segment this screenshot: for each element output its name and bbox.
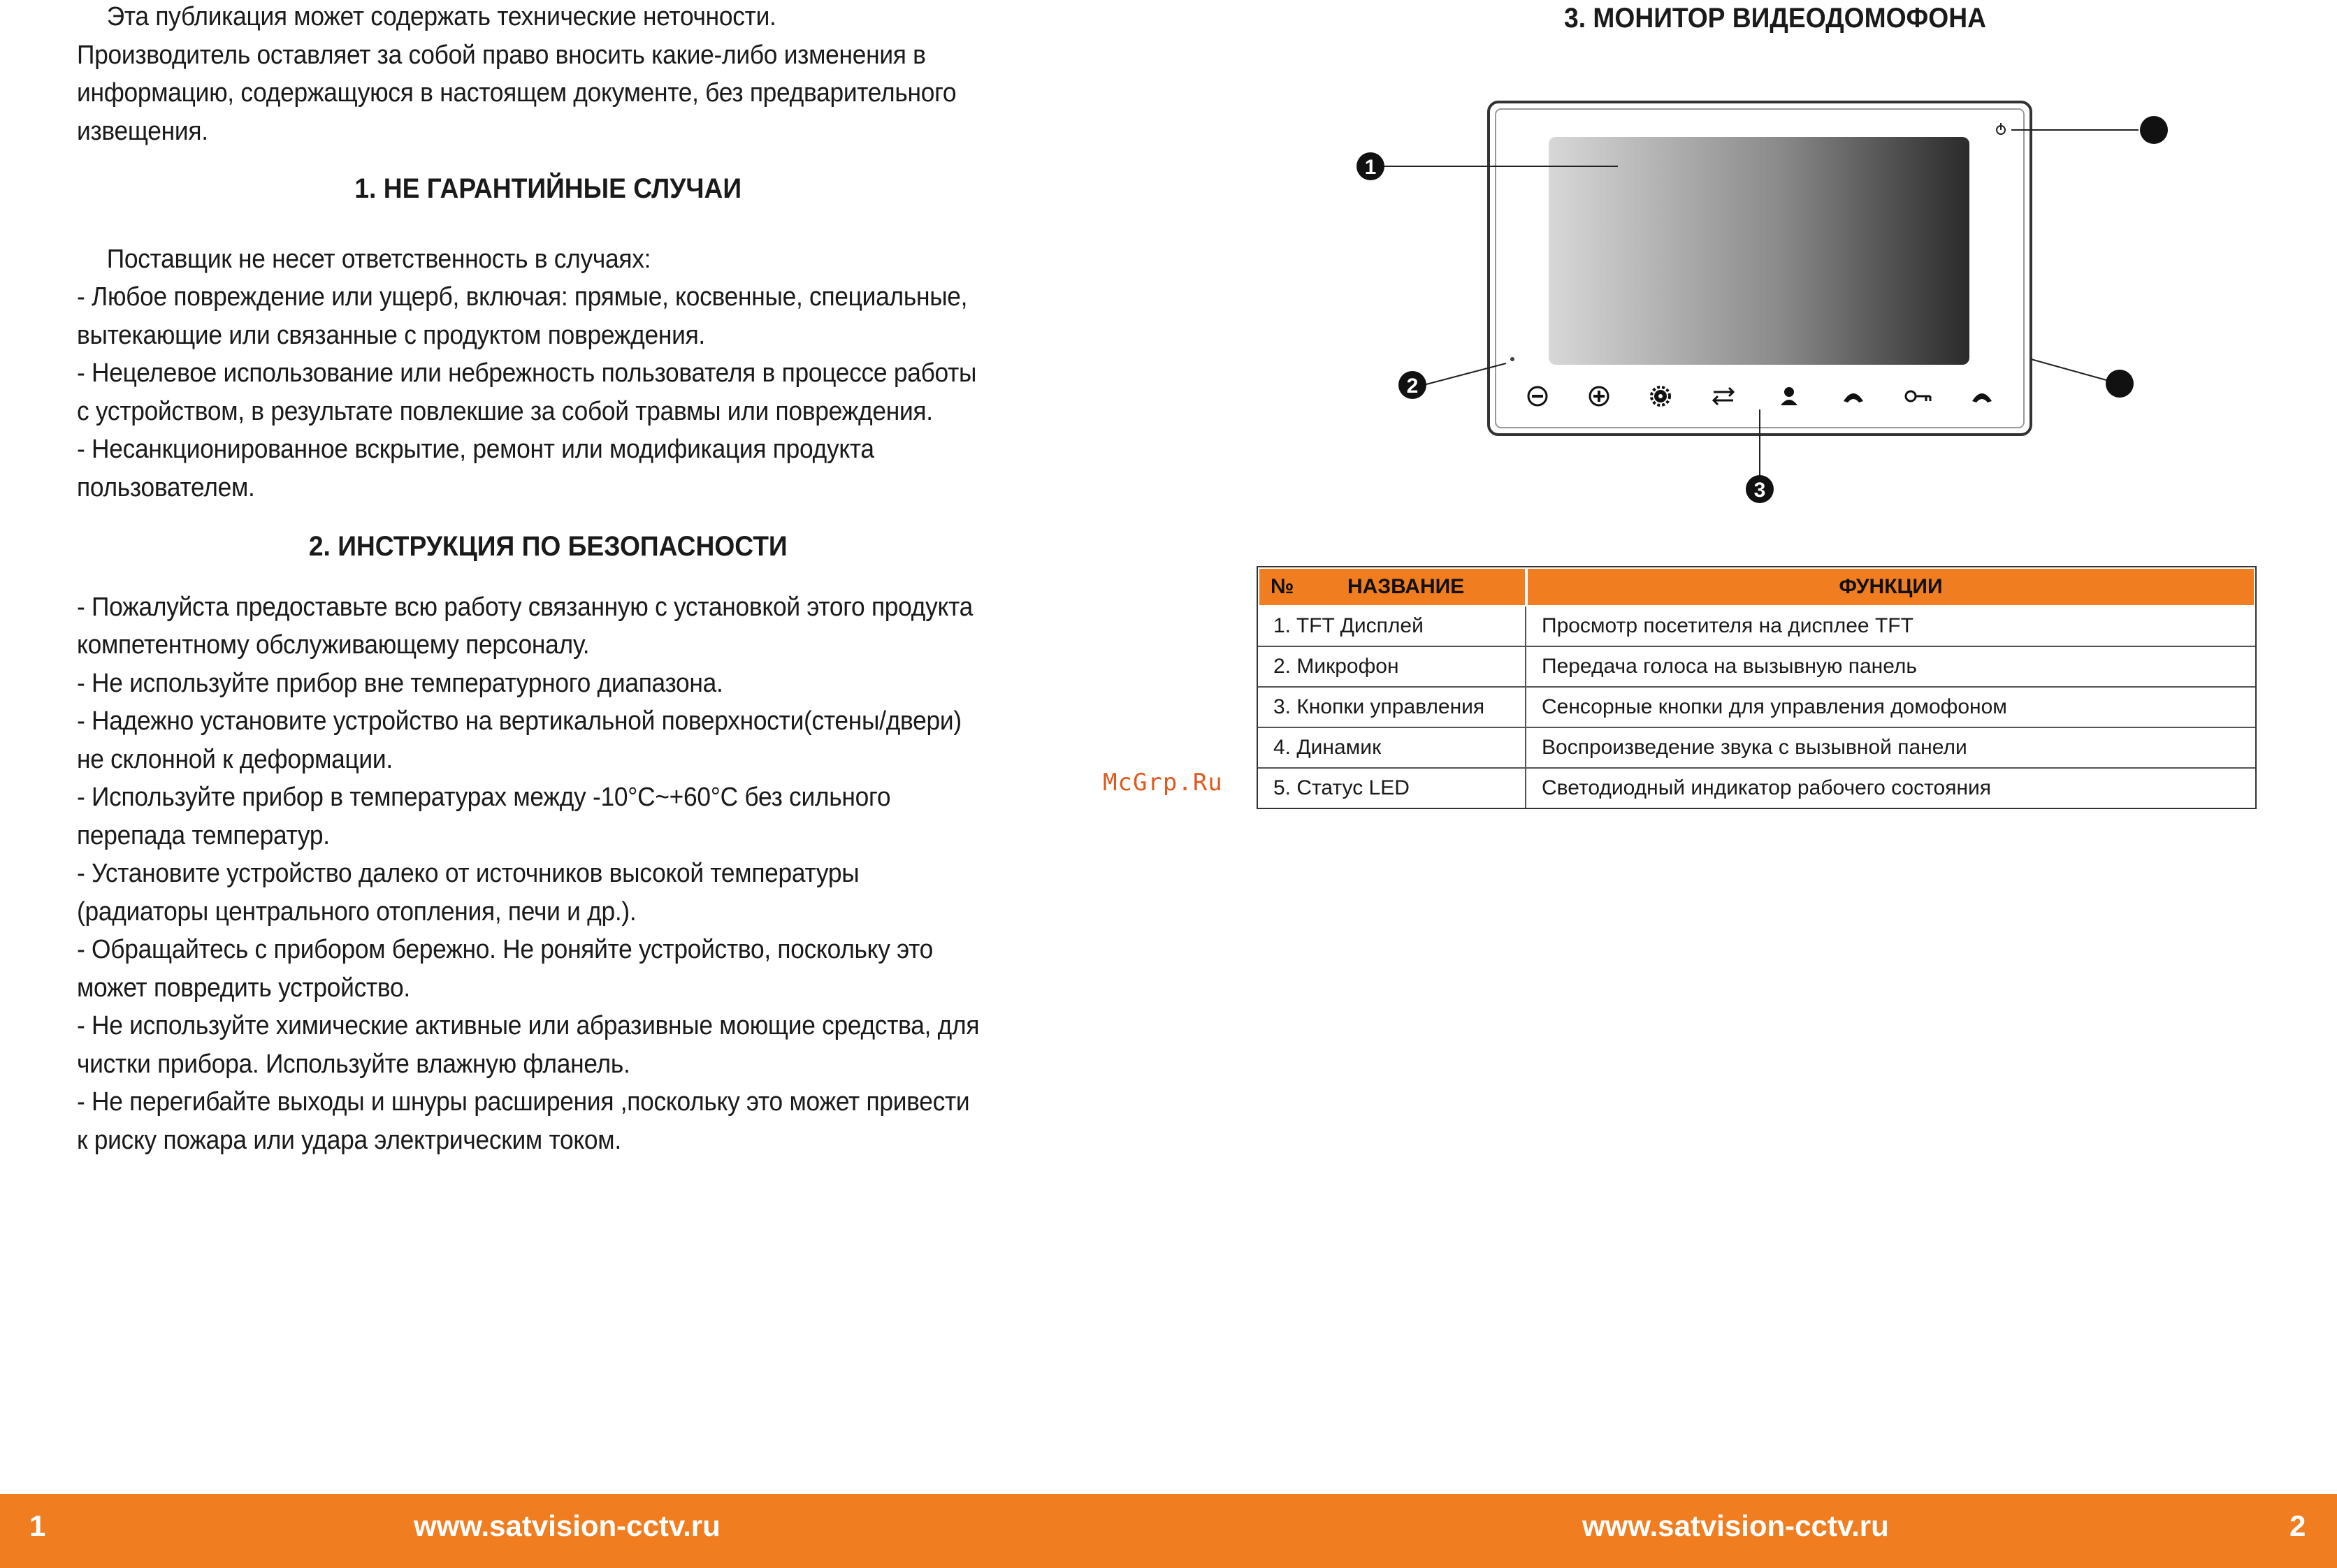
text-line: - Обращайтесь с прибором бережно. Не роняйте устройство, поскольку это	[77, 935, 934, 964]
text-line: (радиаторы центрального отопления, печи и др.).	[77, 896, 637, 927]
cell-function: Просмотр посетителя на дисплее TFT	[1526, 607, 2255, 647]
header-no-name	[1258, 567, 1526, 607]
text-line: вытекающие или связанные с продуктом повреждения.	[77, 320, 705, 350]
footer-bar	[0, 1494, 2337, 1568]
text-line: информацию, содержащуюся в настоящем документе, без предварительного	[77, 78, 957, 108]
cell-function: Передача голоса на вызывную панель	[1526, 647, 2255, 688]
cell-name: 2. Микрофон	[1258, 647, 1526, 688]
functions-table	[1257, 566, 2257, 809]
header-no: №	[1271, 575, 1294, 598]
text-line: не склонной к деформации.	[77, 744, 393, 774]
tft-screen	[1549, 137, 1969, 365]
text-line: с устройством, в результате повлекшие за собой травмы или повреждения.	[77, 396, 933, 426]
text-line: - Установите устройство далеко от источников высокой температуры	[77, 859, 860, 888]
header-name: НАЗВАНИЕ	[1347, 575, 1465, 598]
text-line: Поставщик не несет ответственность в случаях:	[106, 244, 651, 274]
text-line: - Нецелевое использование или небрежность пользователя в процессе работы	[77, 358, 977, 388]
cell-name: 1. TFT Дисплей	[1258, 607, 1526, 647]
microphone-hole	[1510, 357, 1514, 361]
table-header-row	[1258, 567, 2255, 607]
callout-badge-4	[2140, 116, 2168, 144]
section-2-body	[77, 588, 1020, 1160]
text-line: - Пожалуйста предоставьте всю работу связанную с установкой этого продукта	[77, 592, 973, 622]
text-line: - Не используйте прибор вне температурного диапазона.	[77, 668, 723, 698]
table-row	[1258, 728, 2255, 769]
header-function: ФУНКЦИИ	[1526, 567, 2255, 607]
text-line: компетентному обслуживающему персоналу.	[77, 630, 590, 660]
page-number-left: 1	[29, 1509, 46, 1542]
table-row	[1258, 769, 2255, 808]
watermark: McGrp.Ru	[1103, 769, 1223, 797]
callout-badge-5	[2106, 370, 2134, 398]
callout-line-5	[2031, 359, 2106, 380]
text-line: перепада температур.	[77, 820, 330, 850]
text-line: Производитель оставляет за собой право вносить какие-либо изменения в	[77, 40, 926, 70]
table-row	[1258, 688, 2255, 728]
text-line: извещения.	[77, 116, 208, 146]
callout-number-3: 3	[1753, 479, 1766, 502]
page-number-right: 2	[2289, 1509, 2306, 1542]
cell-name: 4. Динамик	[1258, 728, 1526, 769]
section-3-title: 3. МОНИТОР ВИДЕОДОМОФОНА	[1564, 3, 1986, 34]
text-line: пользователем.	[77, 472, 255, 502]
cell-function: Светодиодный индикатор рабочего состояния	[1542, 776, 1992, 799]
website-link-right[interactable]: www.satvision-cctv.ru	[1582, 1509, 1889, 1542]
cell-name: 5. Статус LED	[1258, 769, 1526, 808]
text-line: - Используйте прибор в температурах между -10°C~+60°C без сильного	[77, 783, 891, 812]
text-line: - Не перегибайте выходы и шнуры расширения ,поскольку это может привести	[77, 1087, 970, 1117]
callout-number-2: 2	[1406, 375, 1419, 398]
text-line: - Не используйте химические активные или абразивные моющие средства, для	[77, 1011, 980, 1040]
cell-function: Сенсорные кнопки для управления домофоном	[1526, 688, 2255, 728]
text-line: - Надежно установите устройство на вертикальной поверхности(стены/двери)	[77, 706, 962, 736]
callout-number-1: 1	[1364, 156, 1377, 179]
website-link-left[interactable]: www.satvision-cctv.ru	[414, 1509, 721, 1542]
section-2-title: 2. ИНСТРУКЦИЯ ПО БЕЗОПАСНОСТИ	[308, 531, 788, 562]
cell-function: Воспроизведение звука с вызывной панели	[1526, 728, 2255, 769]
table-row	[1258, 607, 2255, 647]
text-line: - Несанкционированное вскрытие, ремонт или модификация продукта	[77, 435, 874, 464]
text-line: к риску пожара или удара электрическим током.	[77, 1125, 621, 1155]
cell-name: 3. Кнопки управления	[1258, 688, 1526, 728]
text-line: Эта публикация может содержать технические неточности.	[106, 2, 776, 31]
text-line: чистки прибора. Используйте влажную фланель.	[77, 1049, 630, 1079]
section-1-title: 1. НЕ ГАРАНТИЙНЫЕ СЛУЧАИ	[354, 173, 742, 204]
table-row	[1258, 647, 2255, 688]
monitor-diagram	[0, 0, 2337, 531]
text-line: - Любое повреждение или ущерб, включая: прямые, косвенные, специальные,	[77, 282, 968, 312]
text-line: может повредить устройство.	[77, 973, 410, 1003]
